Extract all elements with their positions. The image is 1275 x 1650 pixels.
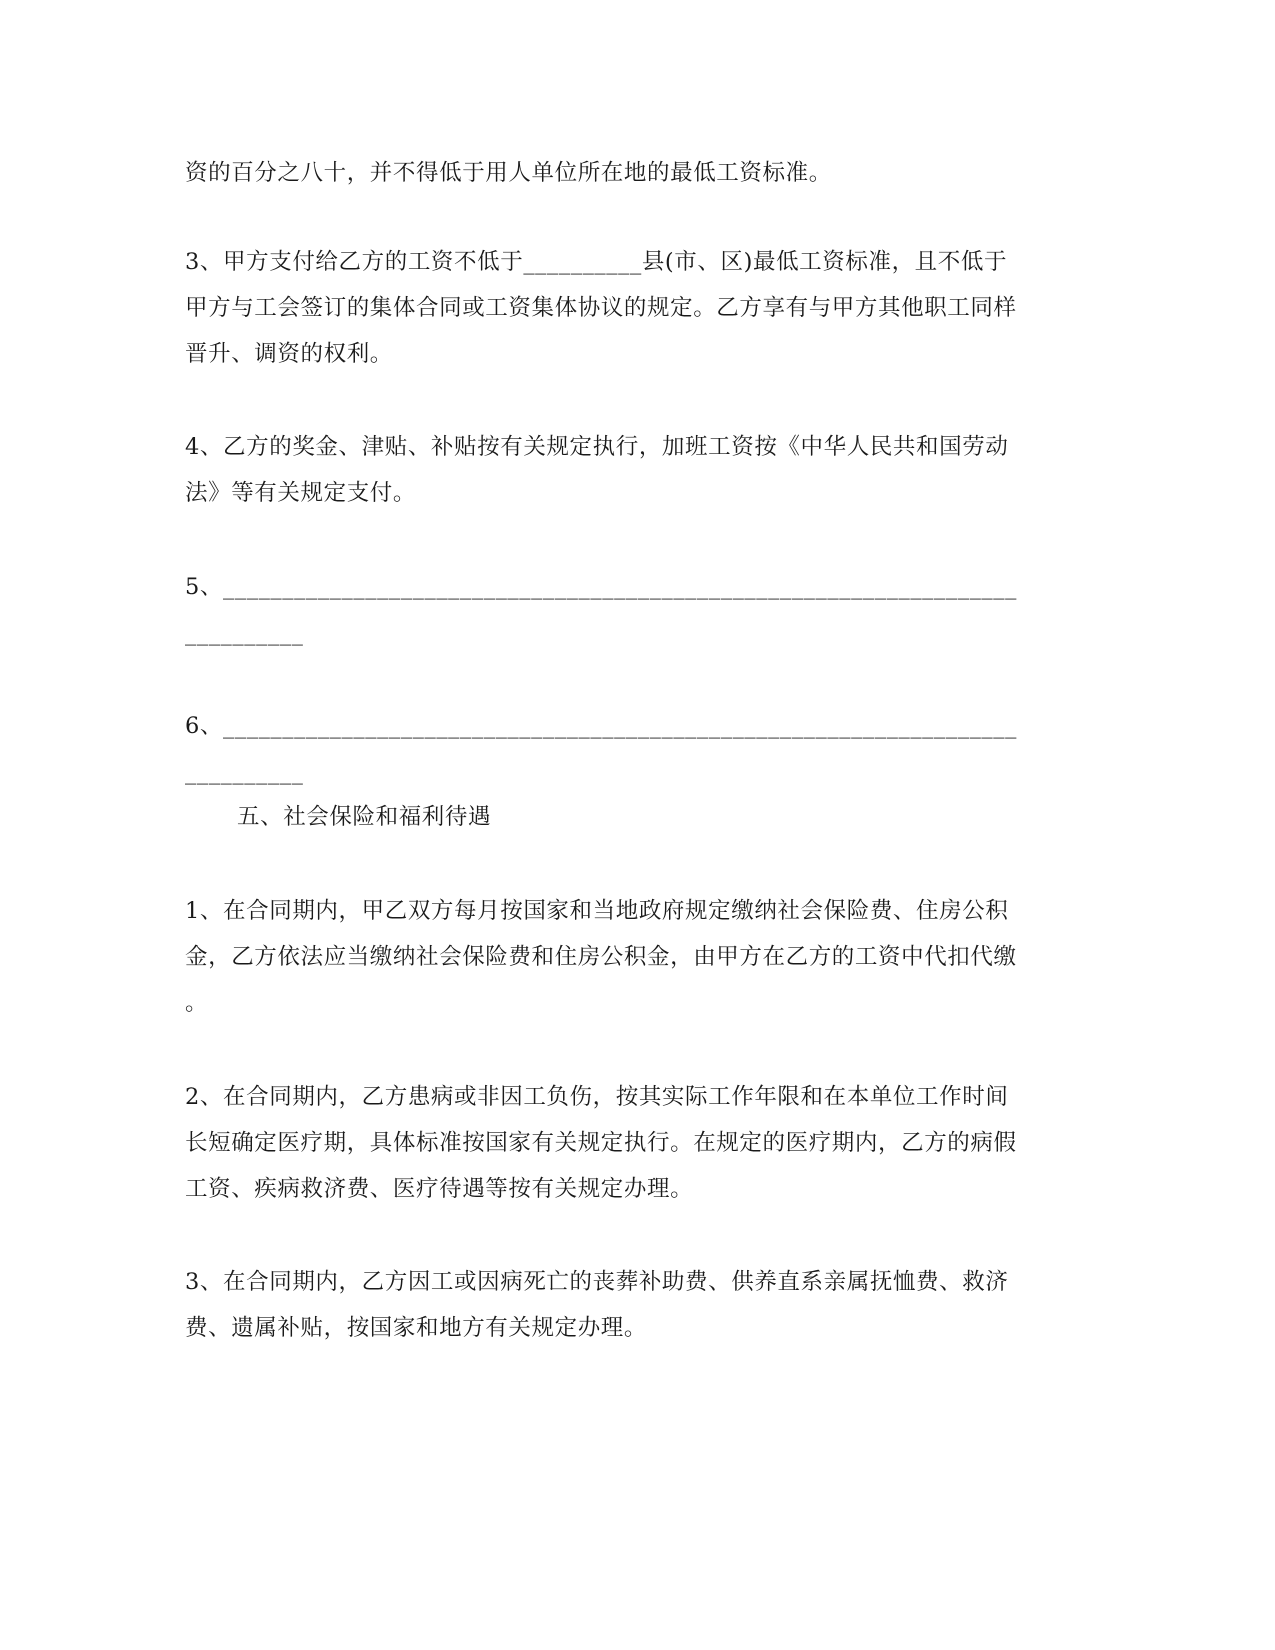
text-line: 金，乙方依法应当缴纳社会保险费和住房公积金，由甲方在乙方的工资中代扣代缴: [185, 944, 1017, 970]
text-line: 。: [185, 990, 209, 1016]
text-line: 6、___________________________________________________________________: [185, 713, 1017, 739]
text-line: 3、甲方支付给乙方的工资不低于__________县(市、区)最低工资标准，且不低于: [185, 249, 1008, 275]
text-line: 晋升、调资的权利。: [185, 341, 393, 367]
text-line: 3、在合同期内，乙方因工或因病死亡的丧葬补助费、供养直系亲属抚恤费、救济: [185, 1269, 1009, 1295]
text-line: __________: [185, 759, 304, 785]
text-line: 1、在合同期内，甲乙双方每月按国家和当地政府规定缴纳社会保险费、住房公积: [185, 898, 1009, 924]
text-line: 工资、疾病救济费、医疗待遇等按有关规定办理。: [185, 1176, 694, 1202]
text-line: 费、遗属补贴，按国家和地方有关规定办理。: [185, 1315, 648, 1341]
section-heading: 五、社会保险和福利待遇: [237, 804, 492, 830]
text-line: 资的百分之八十，并不得低于用人单位所在地的最低工资标准。: [185, 160, 832, 186]
text-line: 4、乙方的奖金、津贴、补贴按有关规定执行，加班工资按《中华人民共和国劳动: [185, 434, 1009, 460]
text-line: 长短确定医疗期，具体标准按国家有关规定执行。在规定的医疗期内，乙方的病假: [185, 1130, 1017, 1156]
text-line: 法》等有关规定支付。: [185, 480, 417, 506]
text-line: 甲方与工会签订的集体合同或工资集体协议的规定。乙方享有与甲方其他职工同样: [185, 295, 1017, 321]
text-line: __________: [185, 620, 304, 646]
text-line: 5、___________________________________________________________________: [185, 574, 1017, 600]
text-line: 2、在合同期内，乙方患病或非因工负伤，按其实际工作年限和在本单位工作时间: [185, 1084, 1009, 1110]
